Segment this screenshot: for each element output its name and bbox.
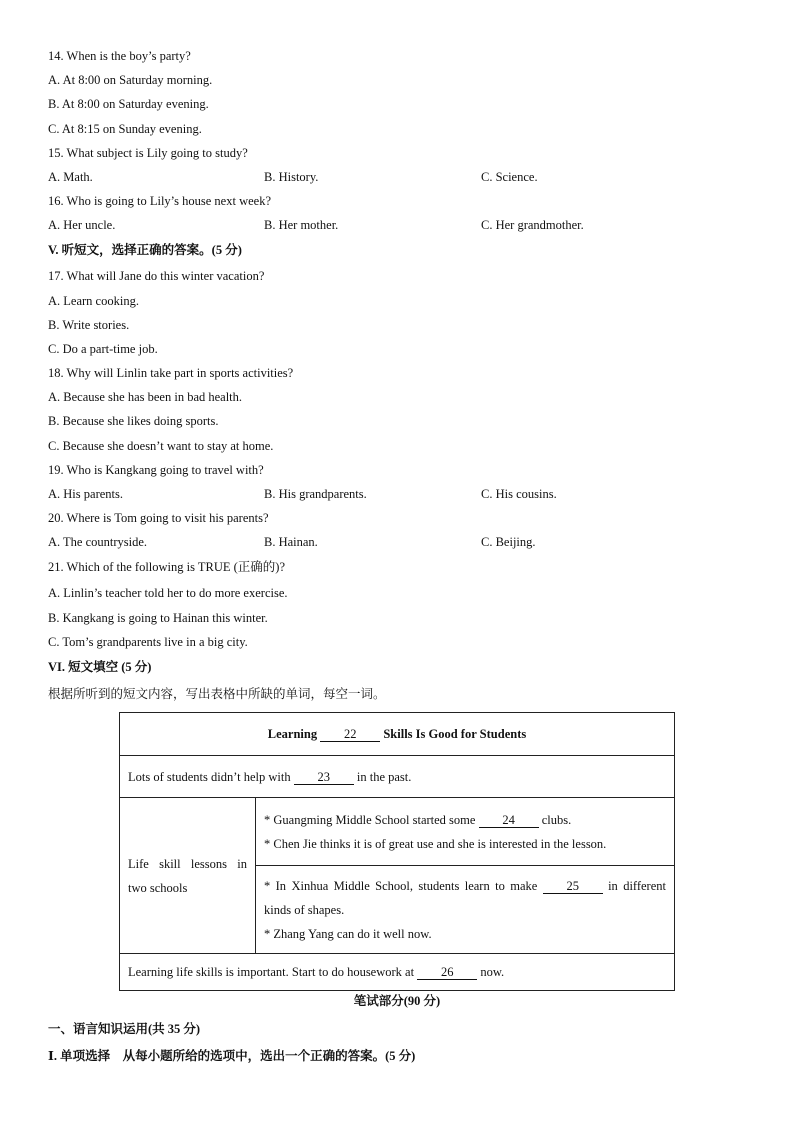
written-sub-1: Ⅰ. 单项选择 从每小题所给的选项中，选出一个正确的答案。(5 分) <box>48 1049 416 1063</box>
question-20: 20. Where is Tom going to visit his parents? <box>48 511 269 525</box>
option-21b: B. Kangkang is going to Hainan this winter. <box>48 611 268 625</box>
fill-in-table <box>119 712 675 991</box>
option-20c: C. Beijing. <box>481 535 536 549</box>
question-14: 14. When is the boy’s party? <box>48 49 191 63</box>
option-17c: C. Do a part-time job. <box>48 342 158 356</box>
option-19a: A. His parents. <box>48 487 123 501</box>
option-16a: A. Her uncle. <box>48 218 116 232</box>
option-18a: A. Because she has been in bad health. <box>48 390 243 404</box>
option-14c: C. At 8:15 on Sunday evening. <box>48 122 202 136</box>
option-19b: B. His grandparents. <box>264 487 367 501</box>
question-17: 17. What will Jane do this winter vacation? <box>48 269 265 283</box>
table-row-last <box>120 954 675 991</box>
section-5-heading: V. 听短文，选择正确的答案。(5 分) <box>48 243 242 257</box>
option-15a: A. Math. <box>48 170 93 184</box>
option-14b: B. At 8:00 on Saturday evening. <box>48 97 209 111</box>
option-18c: C. Because she doesn’t want to stay at home. <box>48 439 274 453</box>
question-16: 16. Who is going to Lily’s house next week? <box>48 194 272 208</box>
r3-line1-post: in different kinds of shapes. <box>264 878 666 917</box>
option-21c: C. Tom’s grandparents live in a big city. <box>48 635 248 649</box>
left-label-cell <box>120 798 256 954</box>
table-title-post: Skills Is Good for Students <box>383 727 527 741</box>
blank-24: 24 <box>479 813 539 828</box>
option-16b: B. Her mother. <box>264 218 339 232</box>
written-section-1: 一、语言知识运用(共 35 分) <box>48 1022 201 1036</box>
r2-line1-post: clubs. <box>541 812 572 827</box>
blank-25: 25 <box>543 879 603 894</box>
blank-26: 26 <box>417 965 477 980</box>
xinhua-cell <box>256 866 675 954</box>
guangming-cell <box>256 798 675 866</box>
option-20a: A. The countryside. <box>48 535 148 549</box>
section-6-heading: VI. 短文填空 (5 分) <box>48 660 152 674</box>
option-15c: C. Science. <box>481 170 538 184</box>
written-part-heading: 笔试部分(90 分) <box>353 994 441 1008</box>
last-post: now. <box>480 965 505 979</box>
row1-pre: Lots of students didn’t help with <box>128 769 291 784</box>
last-pre: Learning life skills is important. Start to do housework at <box>128 965 415 979</box>
question-19: 19. Who is Kangkang going to travel with? <box>48 463 264 477</box>
option-16c: C. Her grandmother. <box>481 218 584 232</box>
left-label: Life skill lessons in two schools <box>128 856 247 895</box>
option-17a: A. Learn cooking. <box>48 294 139 308</box>
option-17b: B. Write stories. <box>48 318 130 332</box>
r3-line2: * Zhang Yang can do it well now. <box>264 926 432 941</box>
option-19c: C. His cousins. <box>481 487 557 501</box>
r2-line1-pre: * Guangming Middle School started some <box>264 812 476 827</box>
section-6-instruction: 根据所听到的短文内容，写出表格中所缺的单词，每空一词。 <box>48 687 386 701</box>
option-18b: B. Because she likes doing sports. <box>48 414 219 428</box>
table-title <box>120 713 675 756</box>
r3-line1-pre: * In Xinhua Middle School, students learn to make <box>264 878 538 893</box>
row1-post: in the past. <box>356 769 412 784</box>
option-20b: B. Hainan. <box>264 535 318 549</box>
table-title-pre: Learning <box>267 727 318 741</box>
option-14a: A. At 8:00 on Saturday morning. <box>48 73 213 87</box>
question-18: 18. Why will Linlin take part in sports activities? <box>48 366 294 380</box>
option-21a: A. Linlin’s teacher told her to do more exercise. <box>48 586 288 600</box>
question-15: 15. What subject is Lily going to study? <box>48 146 248 160</box>
option-15b: B. History. <box>264 170 319 184</box>
blank-22: 22 <box>320 727 380 742</box>
blank-23: 23 <box>294 770 354 785</box>
question-21: 21. Which of the following is TRUE (正确的)? <box>48 560 286 574</box>
table-row-past <box>120 756 675 798</box>
r2-line2: * Chen Jie thinks it is of great use and she is interested in the lesson. <box>264 836 607 851</box>
